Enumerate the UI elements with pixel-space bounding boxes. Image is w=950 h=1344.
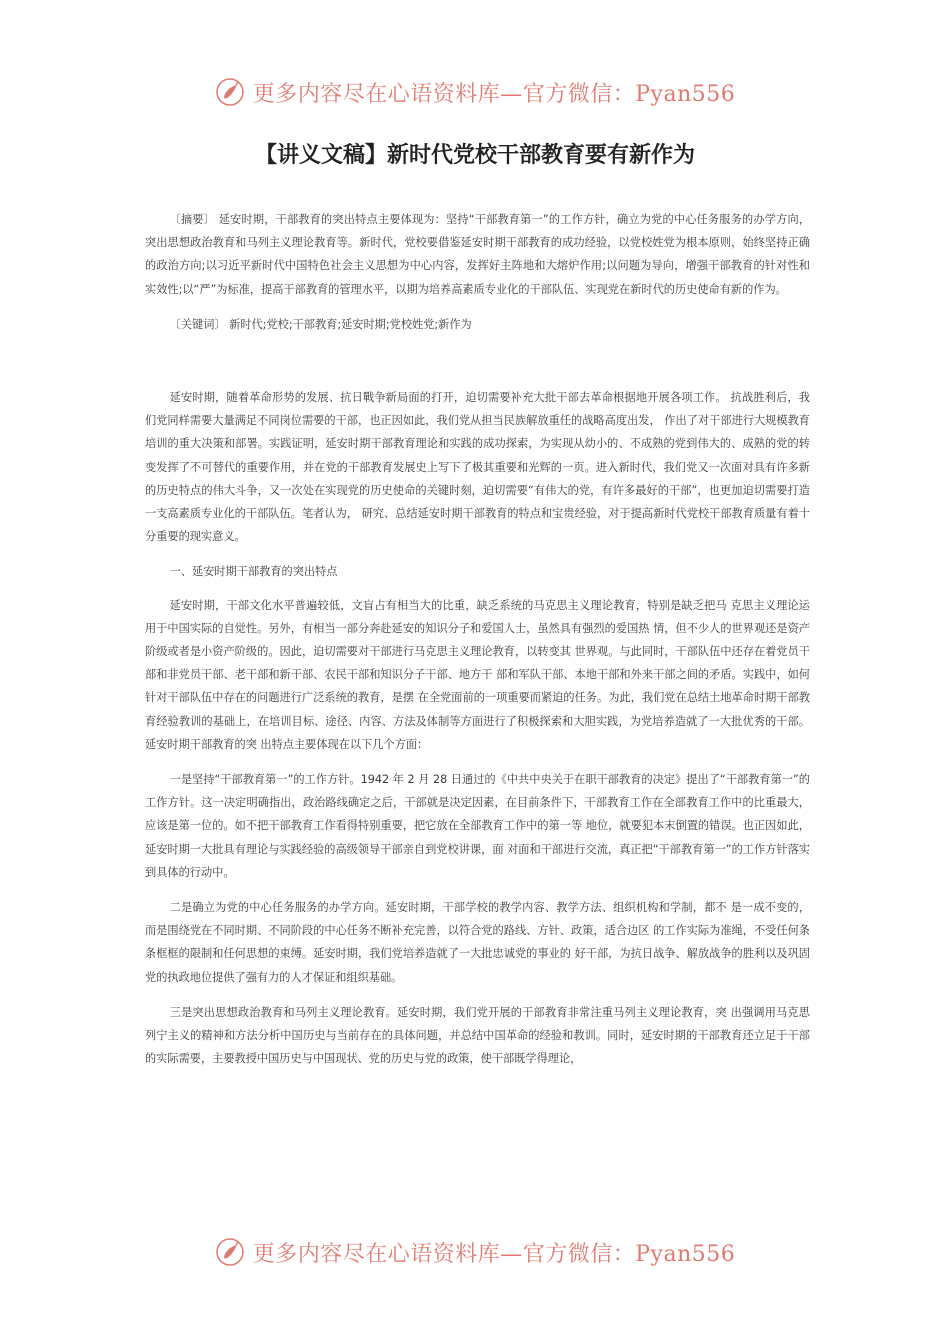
section-heading: 一、延安时期干部教育的突出特点 [169, 565, 338, 579]
keywords: 〔关键词〕 新时代;党校;干部教育;延安时期;党校姓党;新作为 [169, 317, 472, 331]
paragraph: 延安时期，随着革命形势的发展、抗日戰争新局面的打开，迫切需要补充大批干部去革命根据地开展各项工作。 抗战胜利后，我们党同样需要大量满足不同岗位需要的干部，也正因如此，我们党从担当民族解放重任的战略高度出发， 作出了对干部进行大规模教育培训的重大决策和部署。实践证明，延安时期干部教育理论和实践的成功探索，为实现从幼小的、不成熟的党到伟大的、成熟的党的转变发挥了不可替代的重要作用，并在党的干部教育发展史上写下了极其重要和光辉的一页。进入新时代，我们党又一次面对具有许多新的历史特点的伟大斗争，又一次处在实现党的历史使命的关键时刻，迫切需要“有伟大的党，有许多最好的干部”，也更加迫切需要打造一支高素质专业化的干部队伍。笔者认为， 研究、总结延安时期干部教育的特点和宝贵经验，对于提高新时代党校干部教育质量有着十分重要的现实意义。 [145, 391, 810, 544]
banner-text: 更多内容尽在心语资料库—官方微信：Pyan556 [252, 81, 736, 107]
paragraph: 一是坚持“干部教育第一”的工作方针。1942 年 2 月 28 日通过的《中共中央关于在职干部教育的决定》提出了“干部教育第一”的工作方针。这一决定明确指出，政治路线确定之后，干部就是决定因素，在目前条件下，干部教育工作在全部教育工作中的比重最大，应该是第一位的。如不把干部教育工作看得特别重要，把它放在全部教育工作中的第一等 地位，就要犯本末倒置的错误。也正因如此，延安时期一大批具有理论与实践经验的高级领导干部亲自到党校讲课，面 对面和干部进行交流，真正把“干部教育第一”的工作方针落实到具体的行动中。 [145, 773, 810, 879]
paragraph: 二是确立为党的中心任务服务的办学方向。延安时期，干部学校的教学内容、教学方法、组织机构和学制，都不 是一成不变的，而是围绕党在不同时期、不同阶段的中心任务不断补充完善，以符合党的路线、方针、政策，适合边区 的工作实际为准绳，不受任何条条框框的限制和任何思想的束缚。延安时期，我们党培养造就了一大批忠诚党的事业的 好干部，为抗日战争、解放战争的胜利以及巩固党的执政地位提供了强有力的人才保证和组织基础。 [145, 901, 810, 984]
banner-text: 更多内容尽在心语资料库—官方微信：Pyan556 [252, 1241, 736, 1267]
header-banner [0, 72, 950, 112]
document-title: 【讲义文稿】新时代党校干部教育要有新作为 [254, 143, 695, 168]
paragraph: 延安时期，干部文化水平普遍较低，文盲占有相当大的比重，缺乏系统的马克思主义理论教育，特别是缺乏把马 克思主义理论运用于中国实际的自觉性。另外，有相当一部分奔赴延安的知识分子和爱国人士，虽然具有强烈的爱国热 情，但不少人的世界观还是资产阶级或者是小资产阶级的。因此，迫切需要对干部进行马克思主义理论教育，以转变其 世界观。与此同时，干部队伍中还存在着党员干部和非党员干部、老干部和新干部、农民干部和知识分子干部、地方干 部和军队干部、本地干部和外来干部之间的矛盾。实践中，如何针对干部队伍中存在的问题进行广泛系统的教育，是摆 在全党面前的一项重要而紧迫的任务。为此，我们党在总结土地革命时期干部教育经验教训的基础上，在培训目标、途径、内容、方法及体制等方面进行了积极探索和大胆实践，为党培养造就了一大批优秀的干部。延安时期干部教育的突 出特点主要体现在以下几个方面： [145, 598, 810, 751]
document-body [145, 208, 810, 1083]
footer-banner [0, 1232, 950, 1272]
chili-pepper-icon [215, 77, 245, 107]
paragraph: 三是突出思想政治教育和马列主义理论教育。延安时期，我们党开展的干部教育非常注重马列主义理论教育，突 出强调用马克思列宁主义的精神和方法分析中国历史与当前存在的具体问题，并总结中国革命的经验和教训。同时，延安时期的干部教育还立足于干部的实际需要，主要教授中国历史与中国现状、党的历史与党的政策，使干部既学得理论， [145, 1005, 810, 1066]
chili-pepper-icon [215, 1237, 245, 1267]
abstract: 〔摘要〕 延安时期，干部教育的突出特点主要体现为：坚持“干部教育第一”的工作方针，确立为党的中心任务服务的办学方向，突出思想政治教育和马列主义理论教育等。新时代，党校要借鉴延安时期干部教育的成功经验，以党校姓党为根本原则，始终坚持正确的政治方向;以习近平新时代中国特色社会主义思想为中心内容，发挥好主阵地和大熔炉作用;以问题为导向，增强干部教育的针对性和实效性;以“严”为标准，提高干部教育的管理水平，以期为培养高素质专业化的干部队伍、实现党在新时代的历史使命有新的作为。 [145, 213, 810, 296]
